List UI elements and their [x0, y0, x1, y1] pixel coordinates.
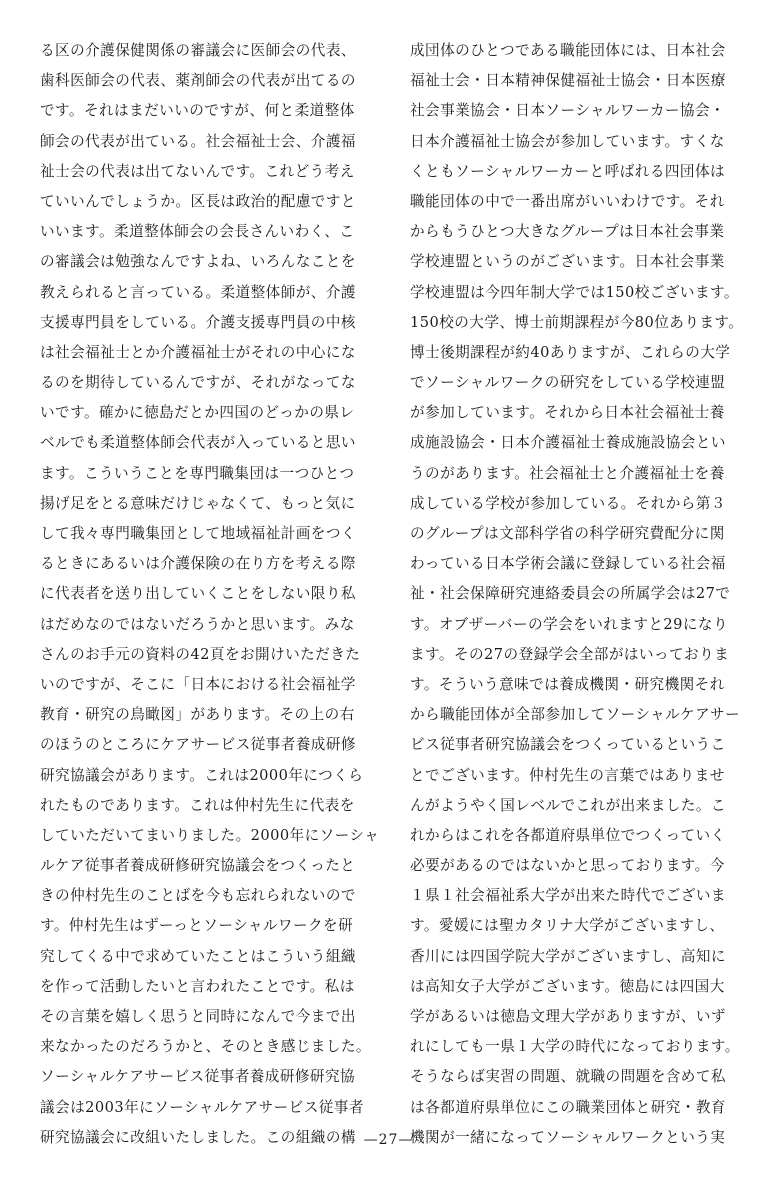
text-line: です。それはまだいいのですが、何と柔道整体 [40, 102, 355, 120]
text-line: れたものであります。これは仲村先生に代表を [40, 796, 355, 814]
text-line: とでございます。仲村先生の言葉ではありませ [410, 766, 725, 784]
text-line: その言葉を嬉しく思うと同時になんで今まで出 [40, 1008, 356, 1025]
text-line: 研究協議会があります。これは2000年につくら [40, 766, 364, 784]
text-line: んがようやく国レベルでこれが出来ました。こ [410, 796, 726, 814]
text-line: 学校連盟というのがございます。日本社会事業 [410, 253, 725, 271]
text-line: ルケア従事者養成研修研究協議会をつくったと [40, 857, 356, 875]
text-line: る区の介護保健関係の審議会に医師会の代表、 [40, 42, 356, 59]
text-line: の審議会は勉強なんですよね、いろんなことを [40, 253, 356, 271]
text-line: でソーシャルワークの研究をしている学校連盟 [410, 374, 726, 392]
text-line: 福祉士会・日本精神保健福祉士協会・日本医療 [410, 72, 726, 90]
text-line: 教育・研究の鳥瞰図」があります。その上の右 [40, 706, 355, 724]
text-line: ビス従事者研究協議会をつくっているというこ [410, 736, 726, 754]
text-line: いです。確かに徳島だとか四国のどっかの県レ [40, 404, 355, 422]
text-line: 学があるいは徳島文理大学がありますが、いず [410, 1008, 726, 1025]
text-line: いいます。柔道整体師会の会長さんいわく、こ [40, 223, 355, 241]
text-line: ソーシャルケアサービス従事者養成研修研究協 [40, 1068, 356, 1086]
text-line: 職能団体の中で一番出席がいいわけです。それ [410, 192, 725, 210]
text-line: 社会事業協会・日本ソーシャルワーカー協会・ [410, 102, 726, 120]
text-line: 来なかったのだろうかと、そのとき感じました。 [40, 1038, 371, 1056]
text-line: 祉・社会保障研究連絡委員会の所属学会は27で [410, 585, 731, 603]
text-line: るのを期待しているんですが、それがなってな [40, 374, 356, 392]
text-line: 日本介護福祉士協会が参加しています。すくな [410, 132, 725, 150]
text-line: ます。その27の登録学会全部がはいっておりま [410, 645, 730, 663]
text-line: 学校連盟は今四年制大学では150校ございます。 [410, 283, 739, 301]
text-line: す。オブザーバーの学会をいれますと29になり [410, 615, 729, 633]
text-line: して我々専門職集団として地域福祉計画をつく [40, 525, 356, 542]
text-line: から職能団体が全部参加してソーシャルケアサー [410, 706, 741, 724]
text-line: 揚げ足をとる意味だけじゃなくて、もっと気に [40, 494, 356, 512]
page-number: —27— [363, 1132, 414, 1148]
text-line: 博士後期課程が約40ありますが、これらの大学 [410, 343, 731, 361]
text-line: に代表者を送り出していくことをしない限り私 [40, 585, 356, 603]
text-line: ていいんでしょうか。区長は政治的配慮ですと [40, 192, 356, 210]
text-line: からもうひとつ大きなグループは日本社会事業 [410, 223, 725, 241]
text-line: ベルでも柔道整体師会代表が入っていると思い [40, 434, 356, 452]
text-line: 成団体のひとつである職能団体には、日本社会 [410, 42, 726, 59]
text-line: るときにあるいは介護保険の在り方を考える際 [40, 555, 356, 573]
text-line: のグループは文部科学省の科学研究費配分に関 [410, 525, 725, 542]
text-line: 成している学校が参加している。それから第３ [410, 494, 726, 512]
text-line: わっている日本学術会議に登録している社会福 [410, 555, 726, 573]
text-line: くともソーシャルワーカーと呼ばれる四団体は [410, 162, 726, 180]
text-line: うのがあります。社会福祉士と介護福祉士を養 [410, 464, 725, 482]
text-line: は社会福祉士とか介護福祉士がそれの中心にな [40, 343, 356, 361]
text-line: す。そういう意味では養成機関・研究機関それ [410, 675, 725, 693]
text-line: 教えられると言っている。柔道整体師が、介護 [40, 283, 356, 301]
text-line: 成施設協会・日本介護福祉士養成施設協会とい [410, 434, 726, 452]
text-line: 究してくる中で求めていたことはこういう組織 [40, 947, 356, 965]
text-line: 議会は2003年にソーシャルケアサービス従事者 [40, 1098, 364, 1116]
text-line: は各都道府県単位にこの職業団体と研究・教育 [410, 1098, 726, 1116]
text-line: そうならば実習の問題、就職の問題を含めて私 [410, 1068, 726, 1086]
left-text-column [40, 36, 379, 1153]
text-line: ます。こういうことを専門職集団は一つひとつ [40, 464, 355, 482]
text-line: のほうのところにケアサービス従事者養成研修 [40, 736, 356, 754]
text-line: さんのお手元の資料の42頁をお開けいただきた [40, 645, 361, 663]
text-line: 香川には四国学院大学がございますし、高知に [410, 947, 726, 965]
text-line: 研究協議会に改組いたしました。この組織の構 [40, 1128, 356, 1146]
text-line: していただいてまいりました。2000年にソーシャ [40, 826, 379, 844]
text-line: 歯科医師会の代表、薬剤師会の代表が出てるの [40, 72, 356, 90]
text-line: いのですが、そこに「日本における社会福祉学 [40, 675, 356, 693]
text-line: 150校の大学、博士前期課程が今80位あります。 [410, 313, 744, 331]
text-line: れからはこれを各都道府県単位でつくっていく [410, 826, 726, 844]
text-line: はだめなのではないだろうかと思います。みな [40, 615, 355, 633]
text-line: １県１社会福祉系大学が出来た時代でございま [410, 887, 726, 905]
text-line: す。仲村先生はずーっとソーシャルワークを研 [40, 917, 354, 935]
text-line: は高知女子大学がございます。徳島には四国大 [410, 977, 725, 995]
text-line: れにしても一県１大学の時代になっております。 [410, 1038, 740, 1056]
text-line: す。愛媛には聖カタリナ大学がございますし、 [410, 917, 725, 935]
text-line: が参加しています。それから日本社会福祉士養 [410, 404, 725, 422]
text-line: きの仲村先生のことばを今も忘れられないので [40, 887, 356, 905]
right-text-column [410, 36, 749, 1153]
text-line: 祉士会の代表は出てないんです。これどう考え [40, 162, 355, 180]
text-line: 支援専門員をしている。介護支援専門員の中核 [40, 313, 356, 331]
text-line: を作って活動したいと言われたことです。私は [40, 977, 355, 995]
text-line: 機関が一緒になってソーシャルワークという実 [410, 1128, 726, 1146]
text-line: 必要があるのではないかと思っております。今 [410, 857, 725, 875]
text-line: 師会の代表が出ている。社会福祉士会、介護福 [40, 132, 356, 150]
